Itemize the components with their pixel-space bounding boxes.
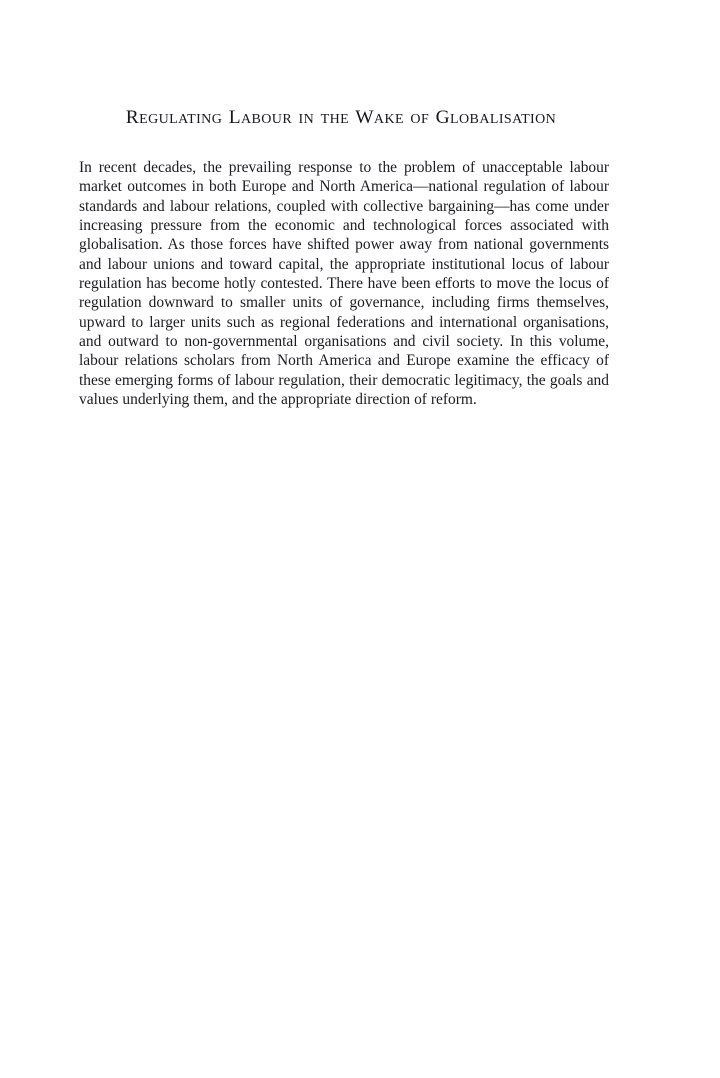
page-title: Regulating Labour in the Wake of Globalisation xyxy=(125,107,557,128)
blurb-paragraph: In recent decades, the prevailing response to the problem of unacceptable labour market outcomes in both Europe and North America—national regulation of labour standards and labour relations, coupled with collective bargaining—has come under increasing pressure from the economic and technological forces associated with globalisation. As those forces have shifted power away from national governments and labour unions and toward capital, the appropriate institutional locus of labour regulation has become hotly contested. There have been efforts to move the locus of regulation downward to smaller units of governance, including firms themselves, upward to larger units such as regional federations and international organisations, and outward to non-governmental organisations and civil society. In this volume, labour relations scholars from North America and Europe examine the efficacy of these emerging forms of labour regulation, their democratic legitimacy, the goals and values underlying them, and the appropriate direction of reform. xyxy=(79,158,609,408)
blurb-content-block xyxy=(79,106,609,409)
